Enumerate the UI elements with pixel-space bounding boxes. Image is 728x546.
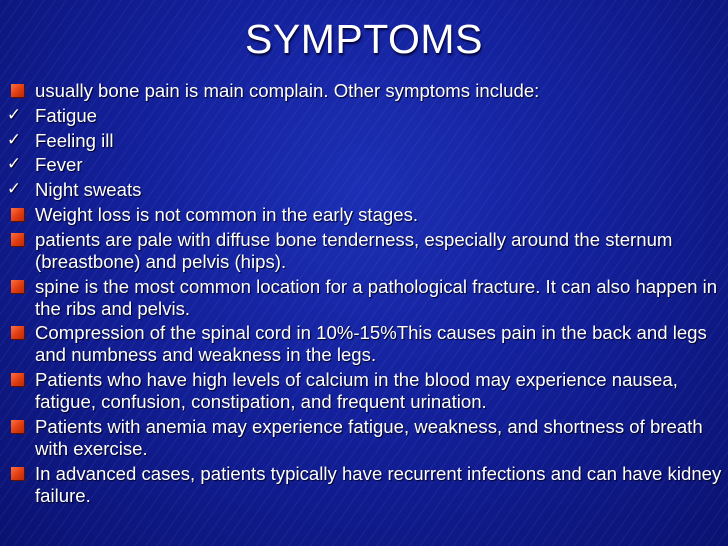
bullet-text: Weight loss is not common in the early stages. [35, 203, 419, 225]
bullet-item [8, 463, 724, 507]
bullet-item [8, 179, 724, 201]
bullet-text: In advanced cases, patients typically have recurrent infections and can have kidney failure. [35, 462, 722, 506]
bullet-item [8, 105, 724, 127]
bullet-text: Fatigue [35, 104, 98, 126]
bullet-item [8, 322, 724, 366]
checkmark-icon: ✓ [6, 104, 22, 125]
bullet-list [8, 80, 724, 510]
bullet-text: usually bone pain is main complain. Other symptoms include: [35, 80, 540, 101]
bullet-text: Feeling ill [35, 129, 114, 151]
checkmark-icon: ✓ [6, 129, 22, 150]
bullet-item [8, 229, 724, 273]
bullet-text: patients are pale with diffuse bone tenderness, especially around the sternum (breastbone) and pelvis (hips). [35, 228, 673, 272]
bullet-text: Night sweats [35, 179, 142, 201]
square-bullet-icon [11, 280, 24, 293]
bullet-item [8, 204, 724, 226]
square-bullet-icon [11, 84, 24, 97]
bullet-item [8, 416, 724, 460]
bullet-item [8, 80, 724, 102]
slide-title: SYMPTOMS [245, 16, 483, 62]
square-bullet-icon [11, 467, 24, 480]
bullet-text: Compression of the spinal cord in 10%-15%This causes pain in the back and legs and numbness and weakness in the legs. [35, 322, 707, 366]
checkmark-icon: ✓ [6, 179, 22, 200]
square-bullet-icon [11, 326, 24, 339]
checkmark-icon: ✓ [6, 154, 22, 175]
square-bullet-icon [11, 420, 24, 433]
bullet-item [8, 130, 724, 152]
bullet-text: Patients who have high levels of calcium in the blood may experience nausea, fatigue, confusion, constipation, and frequent urination. [35, 369, 678, 413]
square-bullet-icon [11, 233, 24, 246]
bullet-text: spine is the most common location for a pathological fracture. It can also happen in the ribs and pelvis. [35, 275, 718, 319]
square-bullet-icon [11, 208, 24, 221]
square-bullet-icon [11, 373, 24, 386]
bullet-item [8, 276, 724, 320]
bullet-item [8, 369, 724, 413]
bullet-text: Patients with anemia may experience fatigue, weakness, and shortness of breath with exercise. [35, 415, 703, 459]
bullet-item [8, 154, 724, 176]
bullet-text: Fever [35, 154, 83, 176]
